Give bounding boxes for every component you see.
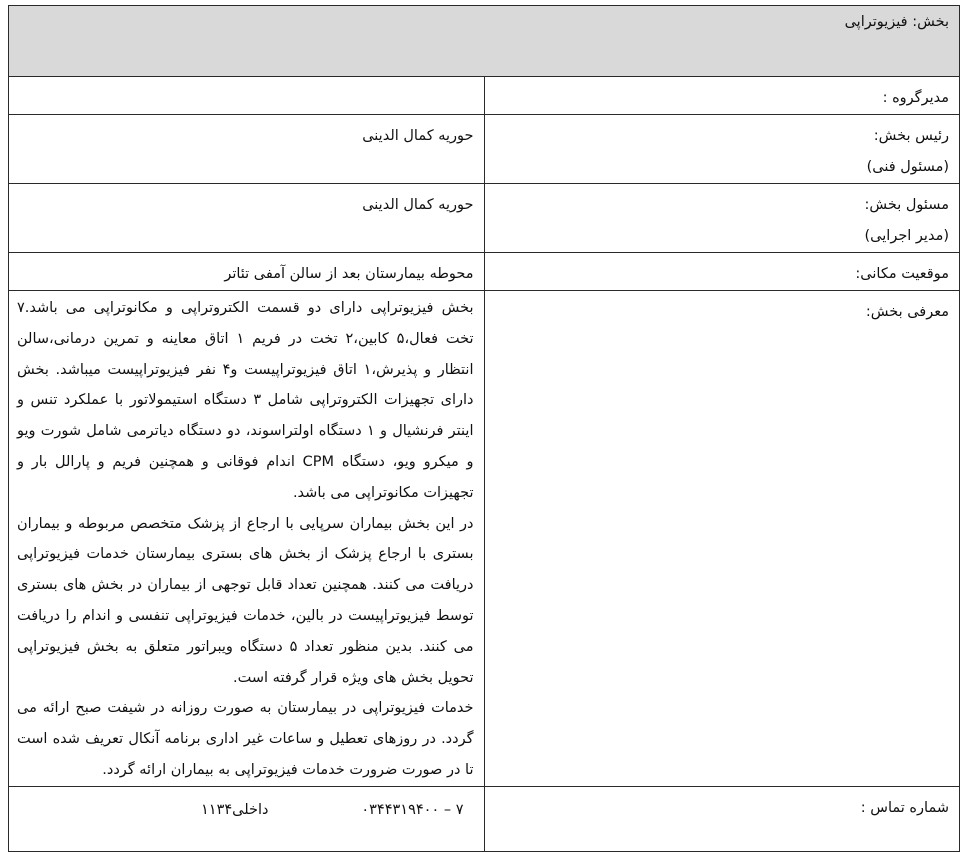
phone-extension: داخلی۱۱۳۴ <box>201 801 269 818</box>
contact-value <box>9 786 485 851</box>
intro-label: معرفی بخش: <box>484 291 960 787</box>
chief-row <box>9 115 960 184</box>
location-value: محوطه بیمارستان بعد از سالن آمفی تئاتر <box>9 253 485 291</box>
chief-label-title: رئیس بخش: <box>873 128 949 144</box>
department-header <box>9 6 960 77</box>
intro-paragraph: خدمات فیزیوتراپی در بیمارستان به صورت روزانه در شیفت صبح ارائه می گردد. در روزهای تعطیل و ساعات غیر اداری برنامه آنکال تعریف شده است تا در صورت ضرورت خدمات فیزیوتراپی به بیماران ارائه گردد. <box>17 700 474 778</box>
manager-row <box>9 77 960 115</box>
chief-label-subtitle: (مسئول فنی) <box>866 159 949 175</box>
location-row <box>9 253 960 291</box>
intro-text <box>9 291 485 787</box>
phone-number: ۰۳۴۴۳۱۹۴۰۰ – ۷ <box>361 801 464 818</box>
chief-value: حوریه کمال الدینی <box>9 115 485 184</box>
responsible-label-title: مسئول بخش: <box>864 197 949 213</box>
responsible-value: حوریه کمال الدینی <box>9 184 485 253</box>
location-label: موقعیت مکانی: <box>484 253 960 291</box>
responsible-row <box>9 184 960 253</box>
manager-value <box>9 77 485 115</box>
contact-label: شماره تماس : <box>484 786 960 851</box>
contact-row <box>9 786 960 851</box>
department-title: بخش: فیزیوتراپی <box>844 14 949 30</box>
department-info-table <box>8 5 960 852</box>
intro-paragraph: بخش فیزیوتراپی دارای دو قسمت الکتروتراپی و مکانوتراپی می باشد.۷ تخت فعال،۵ کابین،۲ تخت در فریم ۱ اتاق معاینه و تمرین درمانی،سالن انتظار و پذیرش،۱ اتاق فیزیوتراپیست و۴ نفر فیزیوتراپیست میباشد. بخش دارای تجهیزات الکتروتراپی شامل ۳ دستگاه استیمولاتور با عملکرد تنس و اینتر فرنشیال و ۱ دستگاه اولتراسوند، دو دستگاه دیاترمی شامل شورت ویو و میکرو ویو، دستگاه CPM اندام فوقانی و همچنین فریم و پارالل بار و تجهیزات مکانوتراپی می باشد. <box>17 300 474 501</box>
intro-row <box>9 291 960 787</box>
manager-label: مدیرگروه : <box>484 77 960 115</box>
intro-paragraph: در این بخش بیماران سرپایی با ارجاع از پزشک متخصص مربوطه و بیماران بستری با ارجاع پزشک از بخش های بستری بیمارستان خدمات فیزیوتراپی دریافت می کنند. همچنین تعداد قابل توجهی از بیماران در بخش های بستری توسط فیزیوتراپیست در بالین، خدمات فیزیوتراپی تنفسی و اندام را دریافت می کنند. بدین منظور تعداد ۵ دستگاه ویبراتور متعلق به بخش فیزیوتراپی تحویل بخش های ویژه قرار گرفته است. <box>17 515 474 686</box>
responsible-label <box>484 184 960 253</box>
chief-label <box>484 115 960 184</box>
responsible-label-subtitle: (مدیر اجرایی) <box>864 228 949 244</box>
